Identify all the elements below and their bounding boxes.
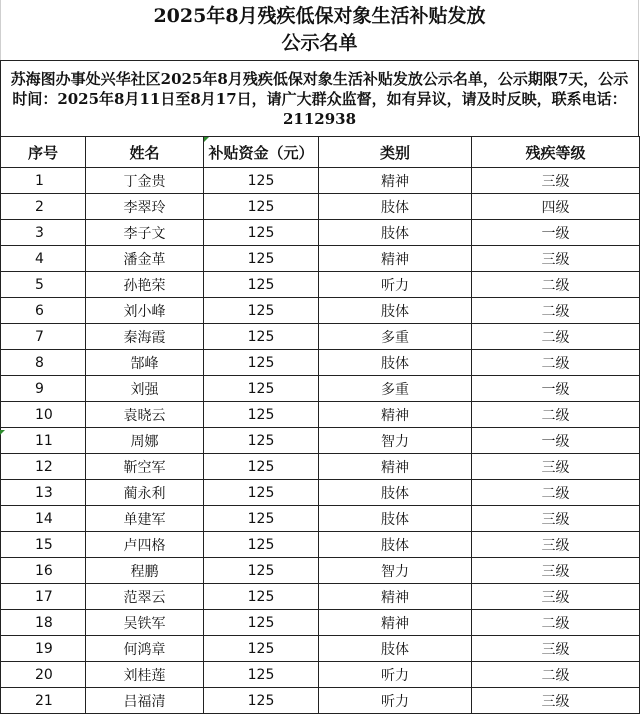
cell-amount: 125 bbox=[204, 402, 319, 428]
cell-amount: 125 bbox=[204, 324, 319, 350]
table-row bbox=[1, 272, 640, 298]
cell-amount: 125 bbox=[204, 480, 319, 506]
cell-serial: 16 bbox=[1, 558, 86, 584]
cell-category: 肢体 bbox=[319, 194, 472, 220]
cell-disability-level: 一级 bbox=[472, 376, 640, 402]
cell-category: 精神 bbox=[319, 402, 472, 428]
table-row bbox=[1, 454, 640, 480]
cell-serial: 7 bbox=[1, 324, 86, 350]
cell-disability-level: 二级 bbox=[472, 610, 640, 636]
cell-category: 肢体 bbox=[319, 532, 472, 558]
cell-serial: 11 bbox=[1, 428, 86, 454]
cell-amount: 125 bbox=[204, 506, 319, 532]
cell-amount: 125 bbox=[204, 168, 319, 194]
cell-name: 蔺永利 bbox=[86, 480, 204, 506]
cell-disability-level: 四级 bbox=[472, 194, 640, 220]
table-row bbox=[1, 480, 640, 506]
table-row bbox=[1, 636, 640, 662]
cell-amount: 125 bbox=[204, 558, 319, 584]
cell-disability-level: 三级 bbox=[472, 454, 640, 480]
cell-disability-level: 三级 bbox=[472, 558, 640, 584]
recipient-table bbox=[0, 136, 640, 714]
cell-category: 肢体 bbox=[319, 480, 472, 506]
cell-category: 精神 bbox=[319, 584, 472, 610]
table-row bbox=[1, 168, 640, 194]
cell-disability-level: 二级 bbox=[472, 350, 640, 376]
cell-name: 周娜 bbox=[86, 428, 204, 454]
cell-name: 吕福清 bbox=[86, 688, 204, 714]
cell-amount: 125 bbox=[204, 350, 319, 376]
table-row bbox=[1, 558, 640, 584]
cell-disability-level: 三级 bbox=[472, 168, 640, 194]
cell-amount: 125 bbox=[204, 298, 319, 324]
cell-amount: 125 bbox=[204, 662, 319, 688]
table-row bbox=[1, 506, 640, 532]
cell-disability-level: 三级 bbox=[472, 636, 640, 662]
cell-amount: 125 bbox=[204, 428, 319, 454]
cell-name: 范翠云 bbox=[86, 584, 204, 610]
cell-category: 精神 bbox=[319, 610, 472, 636]
table-row bbox=[1, 402, 640, 428]
sheet-title bbox=[0, 0, 639, 60]
cell-category: 肢体 bbox=[319, 506, 472, 532]
cell-name: 郜峰 bbox=[86, 350, 204, 376]
cell-disability-level: 三级 bbox=[472, 246, 640, 272]
cell-serial: 8 bbox=[1, 350, 86, 376]
cell-serial: 3 bbox=[1, 220, 86, 246]
cell-name: 吴铁军 bbox=[86, 610, 204, 636]
cell-serial: 15 bbox=[1, 532, 86, 558]
cell-name: 丁金贵 bbox=[86, 168, 204, 194]
cell-serial: 21 bbox=[1, 688, 86, 714]
cell-comment-marker bbox=[204, 137, 209, 142]
cell-disability-level: 二级 bbox=[472, 480, 640, 506]
cell-category: 听力 bbox=[319, 662, 472, 688]
cell-disability-level: 二级 bbox=[472, 324, 640, 350]
cell-category: 多重 bbox=[319, 324, 472, 350]
cell-name: 程鹏 bbox=[86, 558, 204, 584]
cell-name: 潘金革 bbox=[86, 246, 204, 272]
cell-amount: 125 bbox=[204, 636, 319, 662]
cell-name: 何鸿章 bbox=[86, 636, 204, 662]
cell-serial: 2 bbox=[1, 194, 86, 220]
table-row bbox=[1, 350, 640, 376]
cell-name: 刘小峰 bbox=[86, 298, 204, 324]
cell-name: 秦海霞 bbox=[86, 324, 204, 350]
cell-disability-level: 一级 bbox=[472, 428, 640, 454]
table-row bbox=[1, 662, 640, 688]
table-row bbox=[1, 532, 640, 558]
cell-disability-level: 二级 bbox=[472, 402, 640, 428]
table-row bbox=[1, 688, 640, 714]
cell-category: 精神 bbox=[319, 168, 472, 194]
header-disability-level: 残疾等级 bbox=[472, 137, 640, 168]
cell-category: 听力 bbox=[319, 272, 472, 298]
cell-disability-level: 三级 bbox=[472, 688, 640, 714]
cell-serial: 14 bbox=[1, 506, 86, 532]
table-row bbox=[1, 610, 640, 636]
cell-name: 刘强 bbox=[86, 376, 204, 402]
cell-name: 李翠玲 bbox=[86, 194, 204, 220]
cell-amount: 125 bbox=[204, 610, 319, 636]
cell-category: 肢体 bbox=[319, 350, 472, 376]
cell-amount: 125 bbox=[204, 688, 319, 714]
cell-serial: 13 bbox=[1, 480, 86, 506]
cell-serial: 9 bbox=[1, 376, 86, 402]
cell-name: 靳空军 bbox=[86, 454, 204, 480]
cell-disability-level: 三级 bbox=[472, 506, 640, 532]
cell-comment-marker bbox=[0, 430, 5, 435]
cell-category: 听力 bbox=[319, 688, 472, 714]
cell-name: 李子文 bbox=[86, 220, 204, 246]
header-serial: 序号 bbox=[1, 137, 86, 168]
table-row bbox=[1, 428, 640, 454]
cell-category: 多重 bbox=[319, 376, 472, 402]
cell-category: 精神 bbox=[319, 454, 472, 480]
header-category: 类别 bbox=[319, 137, 472, 168]
cell-disability-level: 三级 bbox=[472, 584, 640, 610]
cell-serial: 17 bbox=[1, 584, 86, 610]
cell-amount: 125 bbox=[204, 376, 319, 402]
cell-name: 刘桂莲 bbox=[86, 662, 204, 688]
cell-serial: 20 bbox=[1, 662, 86, 688]
cell-serial: 12 bbox=[1, 454, 86, 480]
table-row bbox=[1, 324, 640, 350]
cell-category: 智力 bbox=[319, 428, 472, 454]
cell-category: 精神 bbox=[319, 246, 472, 272]
cell-amount: 125 bbox=[204, 532, 319, 558]
header-amount: 补贴资金（元） bbox=[204, 137, 319, 168]
cell-serial: 10 bbox=[1, 402, 86, 428]
cell-category: 肢体 bbox=[319, 298, 472, 324]
cell-amount: 125 bbox=[204, 194, 319, 220]
cell-disability-level: 二级 bbox=[472, 662, 640, 688]
cell-disability-level: 二级 bbox=[472, 272, 640, 298]
title-line-2: 公示名单 bbox=[281, 32, 358, 54]
cell-amount: 125 bbox=[204, 246, 319, 272]
cell-amount: 125 bbox=[204, 454, 319, 480]
notice-text: 苏海图办事处兴华社区2025年8月残疾低保对象生活补贴发放公示名单，公示期限7天，公示时间：2025年8月11日至8月17日，请广大群众监督，如有异议，请及时反映，联系电话：2112938 bbox=[0, 60, 639, 136]
table-row bbox=[1, 220, 640, 246]
cell-amount: 125 bbox=[204, 272, 319, 298]
title-line-1: 2025年8月残疾低保对象生活补贴发放 bbox=[153, 5, 486, 27]
cell-serial: 18 bbox=[1, 610, 86, 636]
table-row bbox=[1, 584, 640, 610]
cell-name: 单建军 bbox=[86, 506, 204, 532]
cell-name: 孙艳荣 bbox=[86, 272, 204, 298]
cell-name: 卢四格 bbox=[86, 532, 204, 558]
cell-amount: 125 bbox=[204, 584, 319, 610]
cell-amount: 125 bbox=[204, 220, 319, 246]
table-row bbox=[1, 376, 640, 402]
cell-category: 智力 bbox=[319, 558, 472, 584]
table-row bbox=[1, 194, 640, 220]
cell-category: 肢体 bbox=[319, 220, 472, 246]
table-row bbox=[1, 298, 640, 324]
cell-serial: 4 bbox=[1, 246, 86, 272]
table-row bbox=[1, 246, 640, 272]
cell-serial: 19 bbox=[1, 636, 86, 662]
cell-disability-level: 二级 bbox=[472, 298, 640, 324]
cell-serial: 6 bbox=[1, 298, 86, 324]
cell-serial: 5 bbox=[1, 272, 86, 298]
cell-disability-level: 三级 bbox=[472, 532, 640, 558]
table-header-row bbox=[1, 137, 640, 168]
header-name: 姓名 bbox=[86, 137, 204, 168]
cell-serial: 1 bbox=[1, 168, 86, 194]
cell-name: 袁晓云 bbox=[86, 402, 204, 428]
cell-disability-level: 一级 bbox=[472, 220, 640, 246]
cell-category: 肢体 bbox=[319, 636, 472, 662]
